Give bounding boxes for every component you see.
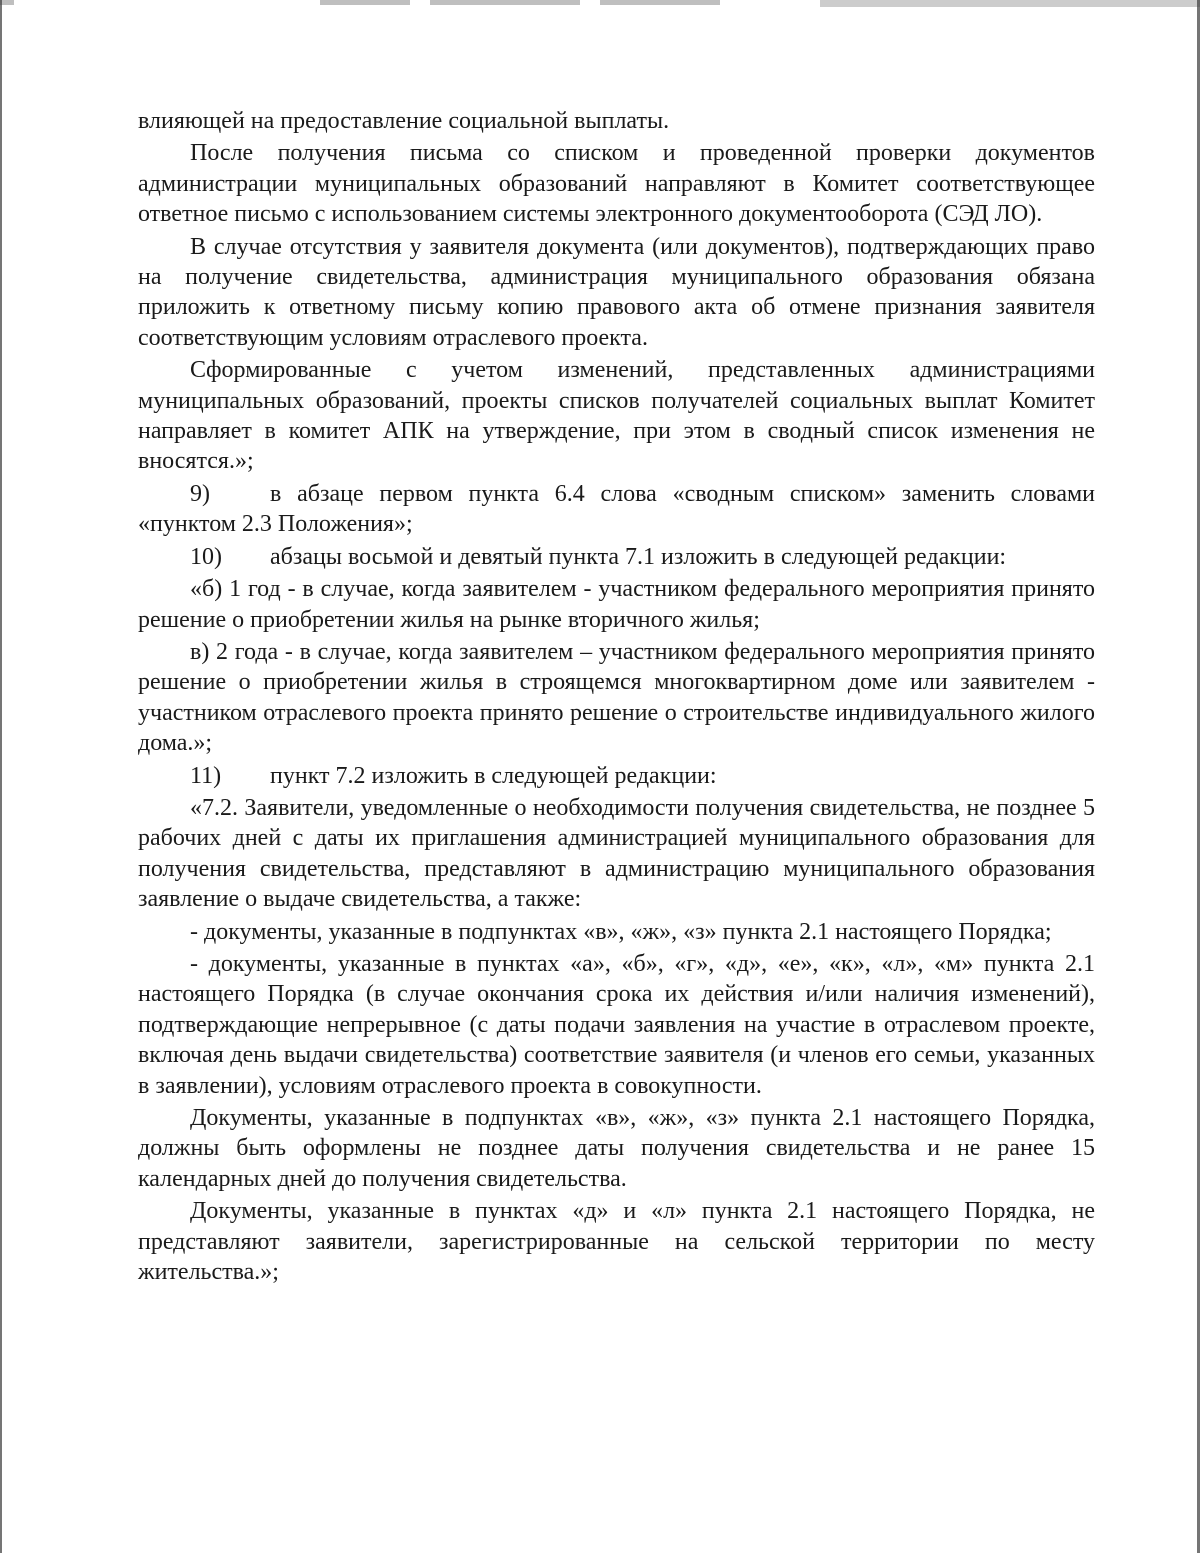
item-text: в абзаце первом пункта 6.4 слова «сводным списком» заменить словами «пунктом 2.3 Положения»;: [138, 480, 1095, 538]
numbered-item: [138, 542, 1095, 572]
paragraph: После получения письма со списком и проведенной проверки документов администрации муниципальных образований направляют в Комитет соответствующее ответное письмо с использованием системы электронного документооборота (СЭД ЛО).: [138, 140, 1095, 228]
paragraph: Документы, указанные в подпунктах «в», «ж», «з» пункта 2.1 настоящего Порядка, должны быть оформлены не позднее даты получения свидетельства и не ранее 15 календарных дней до получения свидетельства.: [138, 1105, 1095, 1192]
paragraph: В случае отсутствия у заявителя документа (или документов), подтверждающих право на получение свидетельства, администрация муниципального образования обязана приложить к ответному письму копию правового акта об отмене признания заявителя соответствующим условиям отраслевого проекта.: [138, 233, 1095, 351]
item-text: пункт 7.2 изложить в следующей редакции:: [270, 762, 717, 789]
numbered-item: [138, 761, 1095, 791]
paragraph: Документы, указанные в пунктах «д» и «л» пункта 2.1 настоящего Порядка, не представляют заявители, зарегистрированные на сельской территории по месту жительства.»;: [138, 1198, 1095, 1286]
item-text: абзацы восьмой и девятый пункта 7.1 изложить в следующей редакции:: [270, 543, 1007, 570]
numbered-item: [138, 479, 1095, 540]
paragraph: влияющей на предоставление социальной выплаты.: [138, 108, 670, 134]
item-number: 11): [190, 762, 222, 789]
paragraph: - документы, указанные в подпунктах «в», «ж», «з» пункта 2.1 настоящего Порядка;: [190, 918, 1052, 945]
paragraph: «б) 1 год - в случае, когда заявителем - участником федерального мероприятия принято решение о приобретении жилья на рынке вторичного жилья;: [138, 576, 1095, 633]
paragraph: в) 2 года - в случае, когда заявителем – участником федерального мероприятия принято решение о приобретении жилья в строящемся многоквартирном доме или заявителем - участником отраслевого проекта принято решение о строительстве индивидуального жилого дома.»;: [138, 638, 1095, 757]
scan-edge-left: [0, 0, 2, 1553]
scan-artifact-top: [0, 0, 1200, 14]
paragraph: «7.2. Заявители, уведомленные о необходимости получения свидетельства, не позднее 5 рабочих дней с даты их приглашения администрацией муниципального образования для получения свидетельства, представляют в администрацию муниципального образования заявление о выдаче свидетельства, а также:: [138, 794, 1095, 913]
paragraph: Сформированные с учетом изменений, представленных администрациями муниципальных образований, проекты списков получателей социальных выплат Комитет направляет в комитет АПК на утверждение, при этом в сводный список изменения не вносятся.»;: [138, 357, 1095, 475]
paragraph: - документы, указанные в пунктах «а», «б», «г», «д», «е», «к», «л», «м» пункта 2.1 настоящего Порядка (в случае окончания срока их действия и/или наличия изменений), подтверждающие непрерывное (с даты подачи заявления на участие в отраслевом проекте, включая день выдачи свидетельства) соответствие заявителя (и членов его семьи, указанных в заявлении), условиям отраслевого проекта в совокупности.: [138, 950, 1095, 1099]
item-number: 9): [190, 480, 210, 507]
item-number: 10): [190, 543, 222, 570]
document-body: [138, 106, 1095, 1287]
